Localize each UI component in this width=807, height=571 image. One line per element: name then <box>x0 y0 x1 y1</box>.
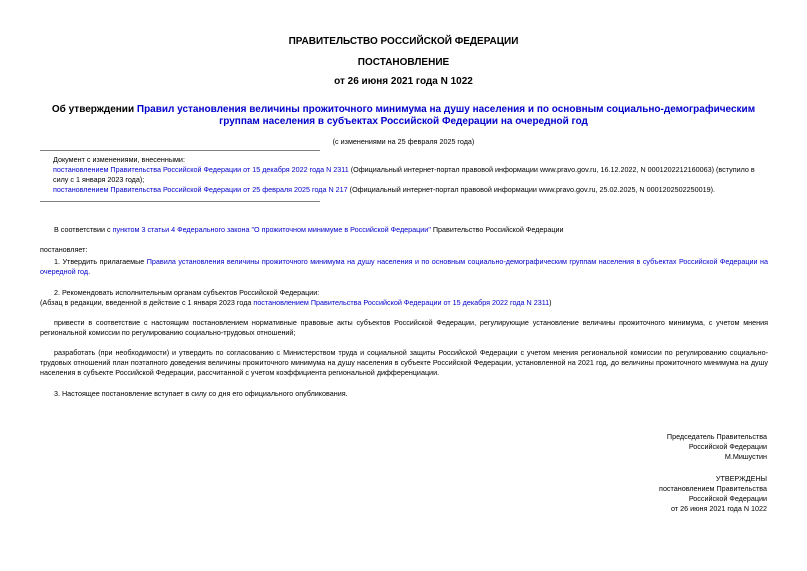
resolves-line: постановляет: <box>40 245 88 254</box>
signature-block <box>667 432 767 462</box>
p2-text: 2. Рекомендовать исполнительным органам субъектов Российской Федерации: <box>54 288 320 297</box>
p2-note-suffix: ) <box>549 298 552 307</box>
p3-text: 3. Настоящее постановление вступает в силу со дня его официального опубликования. <box>54 389 348 398</box>
signature-line-1: Председатель Правительства <box>666 432 767 441</box>
p1-prefix: 1. Утвердить прилагаемые <box>54 257 147 266</box>
changes-item-2 <box>53 185 768 195</box>
paragraph-1 <box>40 257 768 277</box>
paragraph-3 <box>40 389 768 399</box>
p2b-text: разработать (при необходимости) и утвердить по согласованию с Министерством труда и социальной защиты Российской Федерации с учетом мнения региональной комиссии по регулированию социально-трудовых отношений план поэтапного доведения величины прожиточного минимума на душу населения в субъекте Российской Федерации, установленной на 2021 год, до величины прожиточного минимума на душу населения в субъекте Российской Федерации, рассчитанной с учетом коэффициента региональной дифференциации. <box>40 348 768 377</box>
approved-line-4: от 26 июня 2021 года N 1022 <box>670 504 767 513</box>
title-prefix: Об утверждении <box>51 104 137 115</box>
basis-law-link[interactable]: пунктом 3 статьи 4 Федерального закона "О прожиточном минимуме в Российской Федерации" <box>112 225 431 234</box>
p2-note-link[interactable]: постановлением Правительства Российской Федерации от 15 декабря 2022 года N 2311 <box>253 298 550 307</box>
header-doc-type: ПОСТАНОВЛЕНИЕ <box>357 57 450 68</box>
paragraph-2b <box>40 348 768 378</box>
basis-paragraph <box>40 225 768 235</box>
changes-intro: Документ с изменениями, внесенными: <box>53 155 185 164</box>
document-changes-block <box>53 155 768 195</box>
top-divider <box>40 150 320 151</box>
changes-item-2-link[interactable]: постановлением Правительства Российской Федерации от 25 февраля 2025 года N 217 <box>53 185 348 194</box>
paragraph-2 <box>40 288 768 308</box>
document-title <box>40 104 767 128</box>
changes-note: (с изменениями на 25 февраля 2025 года) <box>332 137 475 146</box>
p2-note-prefix: (Абзац в редакции, введенной в действие с 1 января 2023 года <box>40 298 254 307</box>
p2a-text: привести в соответствие с настоящим постановлением нормативные правовые акты субъектов Российской Федерации, регулирующие установление величины прожиточного минимума, с учетом мнения региональной комиссии по регулированию социально-трудовых отношений; <box>40 318 768 337</box>
changes-item-1 <box>53 165 768 185</box>
changes-item-2-text: (Официальный интернет-портал правовой информации www.pravo.gov.ru, 25.02.2025, N 0001202502250019). <box>347 185 715 194</box>
bottom-divider <box>40 201 320 202</box>
header-date-number: от 26 июня 2021 года N 1022 <box>334 76 473 87</box>
changes-item-1-text: (Официальный интернет-портал правовой информации www.pravo.gov.ru, 16.12.2022, N 0001202212160063) (вступило в силу с 1 января 2023 года); <box>53 165 755 184</box>
p1-rules-link[interactable]: Правила установления величины прожиточного минимума на душу населения и по основным социально-демографическим группам населения в субъектах Российской Федерации на очередной год <box>40 257 768 276</box>
p2-note <box>40 298 768 308</box>
signature-line-3: М.Мишустин <box>724 452 767 461</box>
basis-prefix: В соответствии с <box>54 225 113 234</box>
title-rules-link[interactable]: Правил установления величины прожиточного минимума на душу населения и по основным социально-демографическим группам населения в субъектах Российской Федерации на очередной год <box>136 104 756 127</box>
approved-block <box>659 474 767 514</box>
header-org: ПРАВИТЕЛЬСТВО РОССИЙСКОЙ ФЕДЕРАЦИИ <box>288 36 519 47</box>
changes-item-1-link[interactable]: постановлением Правительства Российской Федерации от 15 декабря 2022 года N 2311 <box>53 165 349 174</box>
paragraph-2a <box>40 318 768 338</box>
p1-suffix: . <box>88 267 91 276</box>
approved-line-1: УТВЕРЖДЕНЫ <box>715 474 767 483</box>
approved-line-2: постановлением Правительства <box>659 484 767 493</box>
signature-line-2: Российской Федерации <box>688 442 767 451</box>
basis-suffix: Правительство Российской Федерации <box>430 225 564 234</box>
approved-line-3: Российской Федерации <box>688 494 767 503</box>
